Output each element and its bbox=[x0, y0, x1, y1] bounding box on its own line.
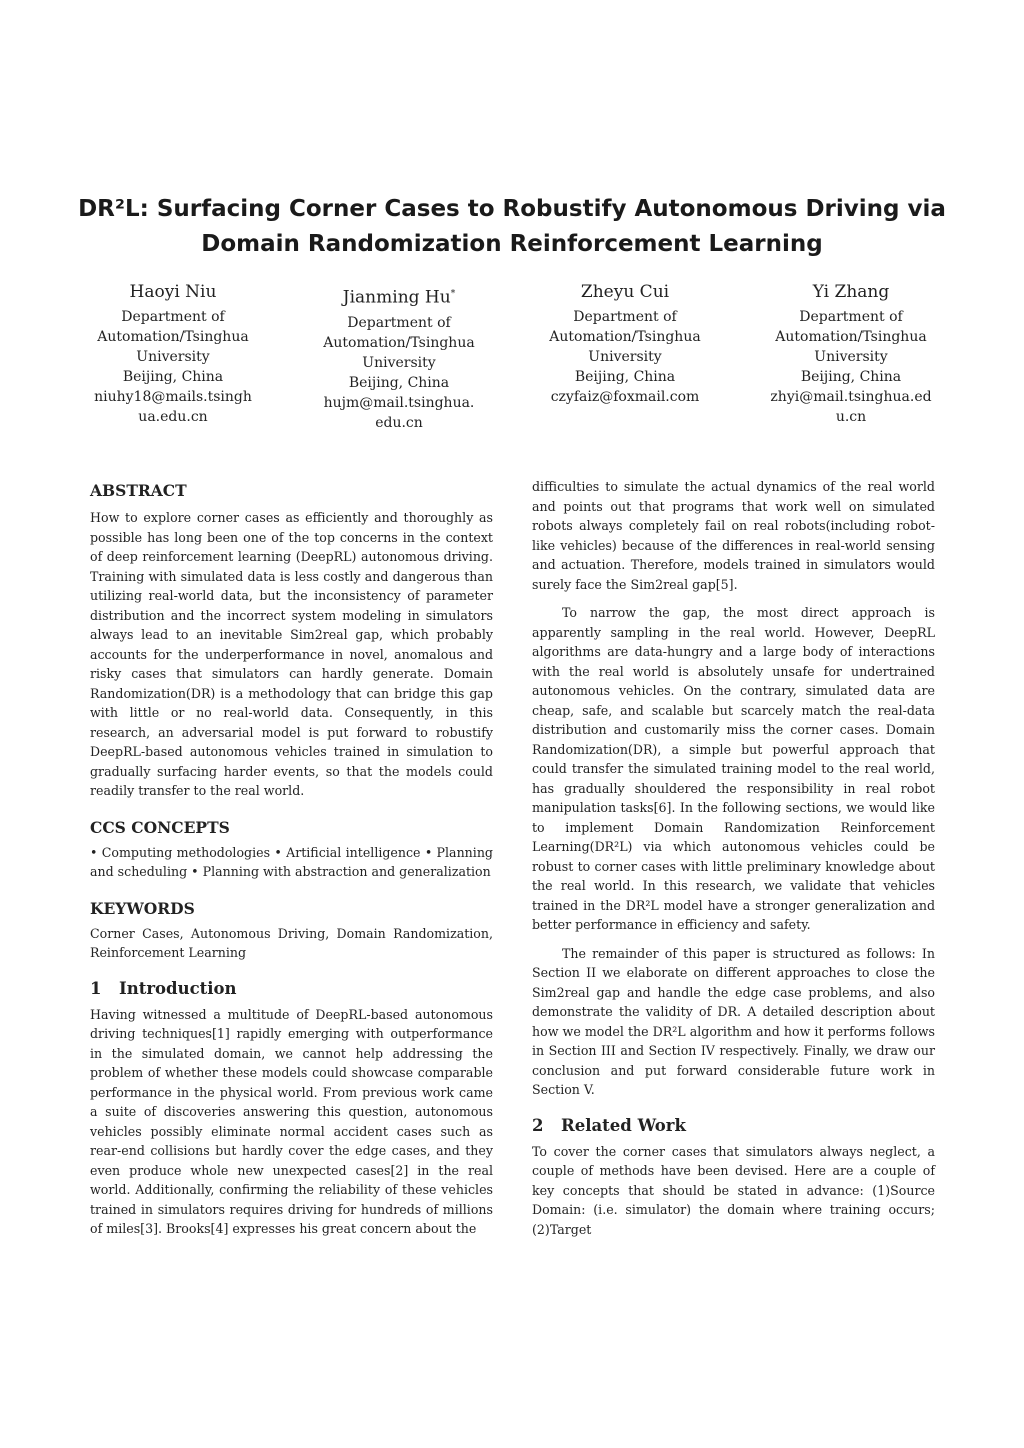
author-email: ua.edu.cn bbox=[138, 409, 208, 425]
author-affiliation: University bbox=[136, 349, 210, 365]
section-number: 1 bbox=[90, 978, 102, 998]
author-email: u.cn bbox=[835, 409, 867, 425]
author-name: Yi Zhang bbox=[812, 282, 890, 302]
corresponding-author-mark: * bbox=[450, 289, 456, 299]
author-block bbox=[525, 280, 725, 407]
author-affiliation: Automation/Tsinghua bbox=[97, 329, 249, 345]
keywords-heading: KEYWORDS bbox=[90, 898, 195, 918]
author-affiliation: Automation/Tsinghua bbox=[323, 334, 475, 351]
section-title: Related Work bbox=[561, 1115, 686, 1135]
intro-text: Having witnessed a multitude of DeepRL-based autonomous driving techniques[1] rapidly emerging with outperformance in the simulated domain, we cannot help addressing the problem of whether these models could showcase comparable performance in the physical world. From previous work came a suite of discoveries answering this question, autonomous vehicles possibly eliminate normal accident cases such as rear-end collisions but hardly cover the edge cases, and they even produce whole new unexpected cases[2] in the real world. Additionally, confirming the reliability of these vehicles trained in simulators requires driving for hundreds of millions of miles[3]. Brooks[4] expresses his great concern about the bbox=[90, 1006, 493, 1236]
section-title: Introduction bbox=[119, 978, 237, 998]
author-affiliation: Department of bbox=[799, 309, 903, 325]
ccs-heading: CCS CONCEPTS bbox=[90, 817, 230, 837]
author-affiliation: Automation/Tsinghua bbox=[775, 329, 927, 345]
body-paragraph: The remainder of this paper is structured as follows: In Section II we elaborate on different approaches to close the Sim2real gap and handle the edge case problems, and also demonstrate the validity of DR. A detailed description about how we model the DR²L algorithm and how it performs follows in Section III and Section IV respectively. Finally, we draw our conclusion and put forward considerable future work in Section V. bbox=[532, 945, 935, 1097]
paper-title bbox=[60, 192, 964, 262]
section-number: 2 bbox=[532, 1115, 544, 1135]
author-affiliation: Department of bbox=[121, 309, 225, 325]
author-block bbox=[299, 282, 499, 433]
author-email: zhyi@mail.tsinghua.ed bbox=[770, 389, 932, 405]
title-line-2: Domain Randomization Reinforcement Learning bbox=[201, 231, 823, 257]
author-location: Beijing, China bbox=[800, 369, 902, 385]
author-affiliation: University bbox=[588, 349, 662, 365]
title-line-1: DR²L: Surfacing Corner Cases to Robustify Autonomous Driving via bbox=[78, 196, 946, 222]
body-paragraph: difficulties to simulate the actual dynamics of the real world and points out that programs that work well on simulated robots always completely fail on real robots(including robot-like vehicles) because of the differences in real-world sensing and actuation. Therefore, models trained in simulators would surely face the Sim2real gap[5]. bbox=[532, 479, 935, 592]
abstract-heading: ABSTRACT bbox=[90, 481, 187, 500]
body-paragraph: To narrow the gap, the most direct approach is apparently sampling in the real world. However, DeepRL algorithms are data-hungry and a large body of interactions with the real world is absolutely unsafe for undertrained autonomous vehicles. On the contrary, simulated data are cheap, safe, and scalable but scarcely match the real-data distribution and customarily miss the corner cases. Domain Randomization(DR), a simple but powerful approach that could transfer the simulated training model to the real world, has gradually shouldered the responsibility in real robot manipulation tasks[6]. In the following sections, we would like to implement Domain Randomization Reinforcement Learning(DR²L) via which autonomous vehicles could be robust to corner cases with little preliminary knowledge about the real world. In this research, we validate that vehicles trained in the DR²L model have a stronger generalization and better performance in efficiency and safety. bbox=[532, 605, 935, 932]
author-affiliation: Department of bbox=[347, 314, 451, 331]
intro-heading bbox=[90, 977, 493, 1001]
author-name: Jianming Hu* bbox=[342, 287, 456, 308]
related-work-heading bbox=[532, 1114, 935, 1138]
author-affiliation: University bbox=[814, 349, 888, 365]
author-location: Beijing, China bbox=[122, 369, 224, 385]
author-email: niuhy18@mails.tsingh bbox=[94, 389, 252, 405]
author-email: czyfaiz@foxmail.com bbox=[550, 389, 700, 405]
author-location: Beijing, China bbox=[574, 369, 676, 385]
author-location: Beijing, China bbox=[348, 374, 450, 391]
author-affiliation: University bbox=[362, 354, 436, 371]
author-email: edu.cn bbox=[375, 414, 423, 431]
ccs-text: • Computing methodologies • Artificial intelligence • Planning and scheduling • Planning with abstraction and generalization bbox=[90, 844, 493, 879]
abstract-text: How to explore corner cases as efficiently and thoroughly as possible has long been one of the top concerns in the context of deep reinforcement learning (DeepRL) autonomous driving. Training with simulated data is less costly and dangerous than utilizing real-world data, but the inconsistency of parameter distribution and the incorrect system modeling in simulators always lead to an inevitable Sim2real gap, which probably accounts for the underperformance in novel, anomalous and risky cases that simulators can hardly generate. Domain Randomization(DR) is a methodology that can bridge this gap with little or no real-world data. Consequently, in this research, an adversarial model is put forward to robustify DeepRL-based autonomous vehicles trained in simulation to gradually surfacing harder events, so that the models could readily transfer to the real world. bbox=[90, 510, 493, 798]
author-affiliation: Automation/Tsinghua bbox=[549, 329, 701, 345]
author-affiliation: Department of bbox=[573, 309, 677, 325]
author-block bbox=[73, 280, 273, 427]
keywords-text: Corner Cases, Autonomous Driving, Domain Randomization, Reinforcement Learning bbox=[90, 925, 493, 960]
right-column bbox=[532, 477, 935, 1239]
author-name: Haoyi Niu bbox=[129, 282, 217, 302]
left-column bbox=[90, 480, 493, 1239]
author-name: Zheyu Cui bbox=[580, 282, 670, 302]
related-work-text: To cover the corner cases that simulators always neglect, a couple of methods have been devised. Here are a couple of key concepts that should be stated in advance: (1)Source Domain: (i.e. simulator) the domain where training occurs; (2)Target bbox=[532, 1143, 935, 1237]
author-block bbox=[751, 280, 951, 427]
author-email: hujm@mail.tsinghua. bbox=[323, 394, 475, 411]
